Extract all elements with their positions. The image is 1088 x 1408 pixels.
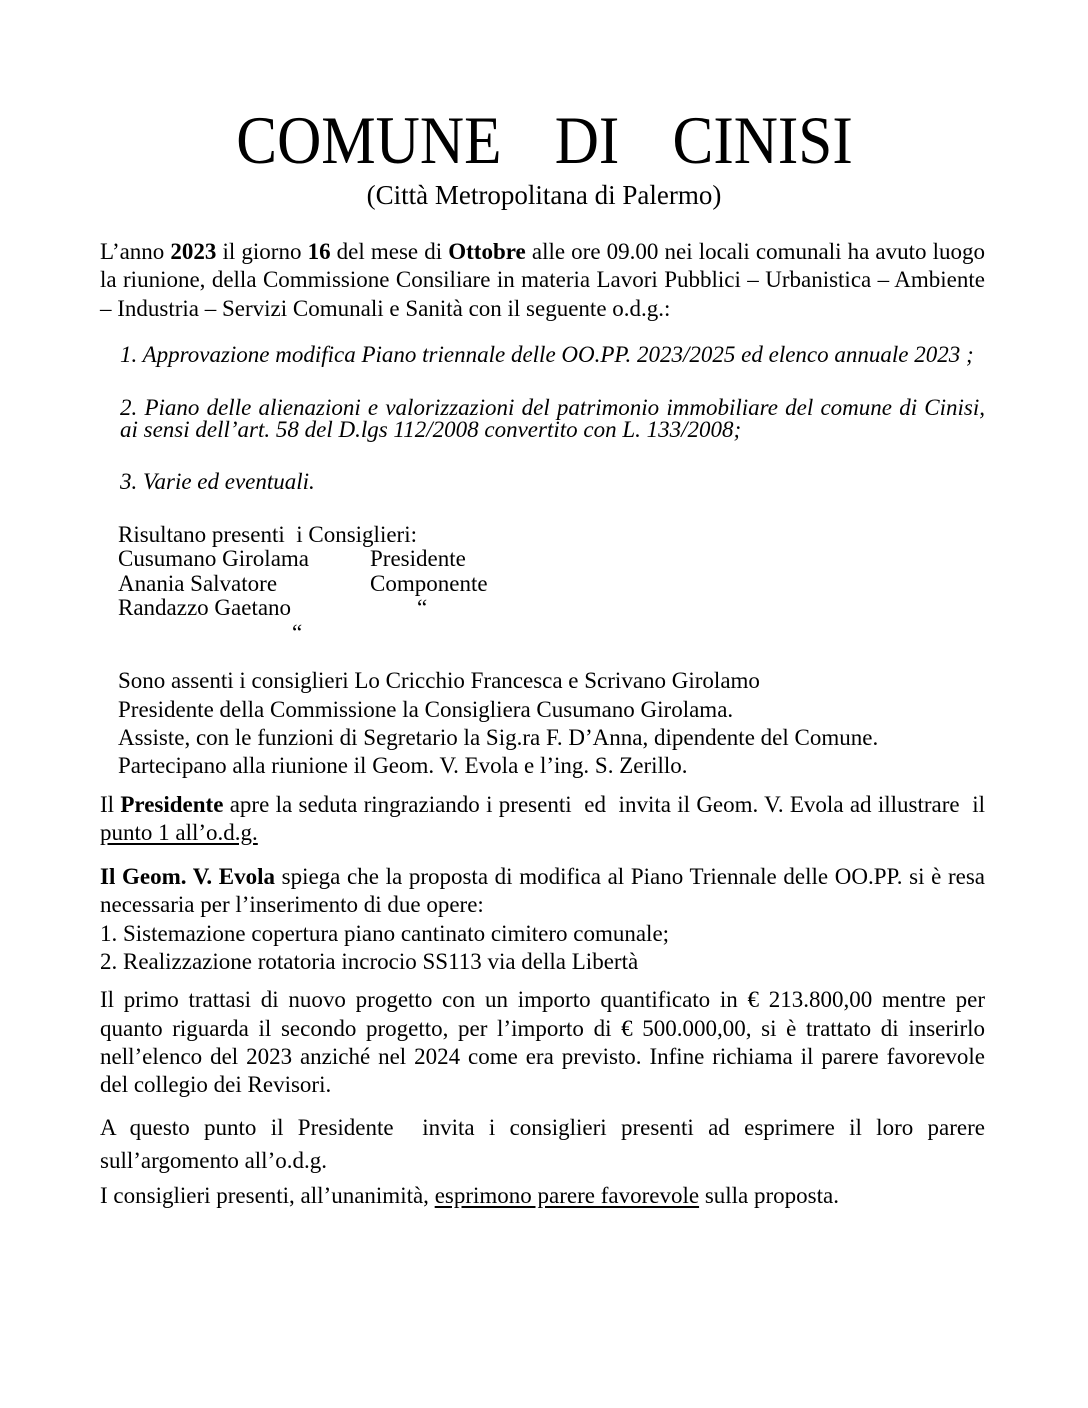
attendance-row (118, 572, 1088, 597)
intro-paragraph (100, 238, 985, 323)
councillor-role-ditto: “ (417, 595, 428, 621)
absent-line: Sono assenti i consiglieri Lo Cricchio Francesca e Scrivano Girolamo (118, 668, 760, 694)
text-segment: 2023 (170, 239, 217, 264)
councillor-role: Componente (370, 570, 488, 596)
absent-line: Assiste, con le funzioni di Segretario la Sig.ra F. D’Anna, dipendente del Comune. (118, 724, 879, 750)
geom-paragraph (100, 863, 985, 976)
attendance-heading: Risultano presenti i Consiglieri: (118, 521, 417, 547)
text-segment: 1. Sistemazione copertura piano cantinato cimitero comunale; (100, 920, 670, 946)
councillor-name: Cusumano Girolama (118, 546, 309, 572)
document-title-text: COMUNE DI CINISI (235, 102, 853, 178)
councillor-role-ditto: “ (292, 619, 303, 645)
final-paragraph (100, 1182, 985, 1210)
text-segment: spiega che la proposta di modifica al Piano Triennale delle OO.PP. si è resa necessaria per l’inserimento di due opere: (100, 864, 985, 918)
text-segment: Ottobre (448, 239, 526, 264)
text-segment: punto 1 all’o.d.g. (100, 819, 258, 845)
attendance-section (118, 523, 1088, 646)
text-segment: il giorno (216, 239, 308, 264)
attendance-row (118, 596, 1088, 621)
document-title (0, 102, 1088, 178)
councillor-role: Presidente (370, 546, 466, 572)
agenda-item-2: 2. Piano delle alienazioni e valorizzazioni del patrimonio immobiliare del comune di Cinisi, ai sensi dell’art. 58 del D.lgs 112/2008 convertito con L. 133/2008; (120, 394, 985, 442)
text-segment: apre la seduta ringraziando i presenti ed invita il Geom. V. Evola ad illustrare il (223, 791, 985, 817)
text-segment: alle ore 09.00 nei locali comunali ha avuto luogo la riunione, della Commissione Consiliare in materia Lavori Pubblici – Urbanistica – Ambiente – Industria – Servizi Comunali e Sanità con il seguente o.d.g.: (100, 239, 985, 321)
text-segment: Il (100, 791, 121, 817)
cost-paragraph: Il primo trattasi di nuovo progetto con un importo quantificato in € 213.800,00 mentre per quanto riguarda il secondo progetto, per l’importo di € 500.000,00, si è trattato di inserirlo nell’elenco del 2023 anziché nel 2024 come era previsto. Infine richiama il parere favorevole del collegio dei Revisori. (100, 987, 985, 1098)
councillor-name: Anania Salvatore (118, 570, 278, 596)
text-segment: Presidente (120, 791, 224, 817)
agenda-item-3: 3. Varie ed eventuali. (120, 468, 315, 494)
absent-line: Partecipano alla riunione il Geom. V. Evola e l’ing. S. Zerillo. (118, 753, 688, 779)
text-segment: L’anno (100, 239, 171, 264)
text-segment: 16 (307, 239, 331, 264)
agenda-item-1: 1. Approvazione modifica Piano triennale delle OO.PP. 2023/2025 ed elenco annuale 2023 ; (120, 341, 974, 367)
attendance-row (118, 621, 1088, 646)
absent-line: Presidente della Commissione la Consigliera Cusumano Girolama. (118, 696, 734, 722)
text-segment: 2. Realizzazione rotatoria incrocio SS113 via della Libertà (100, 949, 639, 975)
councillor-name: Randazzo Gaetano (118, 595, 292, 621)
text-segment: del mese di (330, 239, 449, 264)
invite-paragraph: A questo punto il Presidente invita i consiglieri presenti ad esprimere il loro parere sull’argomento all’o.d.g. (100, 1114, 985, 1174)
text-segment: sulla proposta. (699, 1182, 839, 1208)
document-subtitle: (Città Metropolitana di Palermo) (366, 180, 722, 210)
text-segment: I consiglieri presenti, all’unanimità, (100, 1182, 435, 1208)
text-segment: esprimono parere favorevole (434, 1182, 700, 1208)
president-paragraph (100, 791, 985, 848)
text-segment: Il Geom. V. Evola (100, 864, 275, 890)
attendance-row (118, 547, 1088, 572)
absent-section (118, 667, 1088, 780)
